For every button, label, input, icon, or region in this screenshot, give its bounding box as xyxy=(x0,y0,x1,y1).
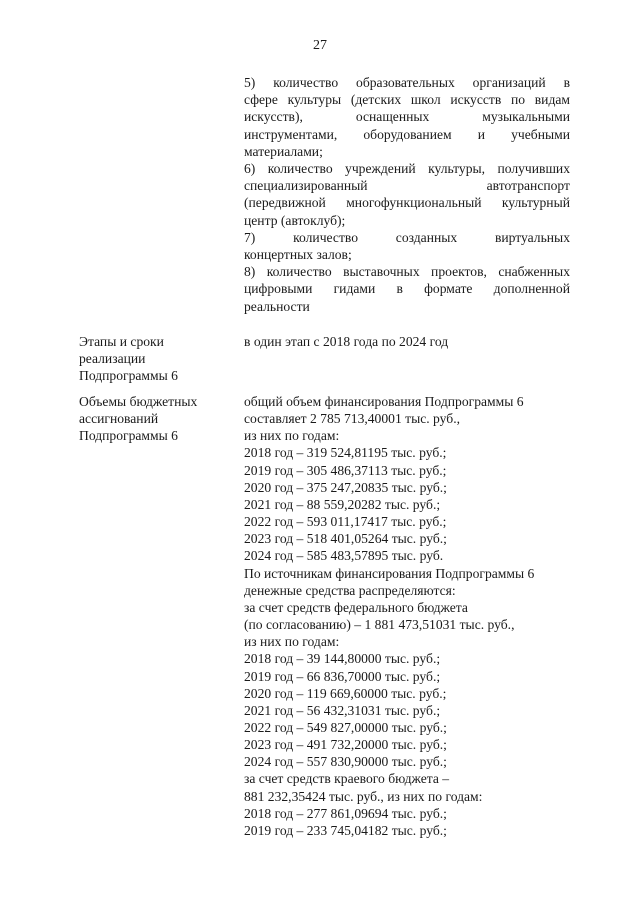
text-line: искусств), оснащенных музыкальными xyxy=(244,109,570,125)
text-line: 8) количество выставочных проектов, снабженных xyxy=(244,264,570,280)
text-line: центр (автоклуб); xyxy=(244,212,346,228)
indicator-item-7 xyxy=(244,229,570,263)
budget-line: за счет средств краевого бюджета – xyxy=(244,771,450,787)
budget-line: из них по годам: xyxy=(244,428,340,444)
indicator-item-8 xyxy=(244,263,570,315)
text-line: 6) количество учреждений культуры, получивших xyxy=(244,161,570,177)
label-line: Объемы бюджетных xyxy=(79,394,198,409)
text-line: 5) количество образовательных организаций в xyxy=(244,75,570,90)
stages-value xyxy=(244,333,570,350)
budget-value xyxy=(244,393,570,839)
budget-line: 2023 год – 518 401,05264 тыс. руб.; xyxy=(244,531,447,547)
budget-line: 2018 год – 39 144,80000 тыс. руб.; xyxy=(244,651,441,667)
text-line: (передвижной многофункциональный культурный xyxy=(244,195,570,211)
label-line: Подпрограммы 6 xyxy=(79,368,178,384)
page-number: 27 xyxy=(313,38,327,53)
budget-line: 2024 год – 557 830,90000 тыс. руб.; xyxy=(244,754,447,770)
label-line: ассигнований xyxy=(79,411,159,427)
text-line: инструментами, оборудованием и учебными xyxy=(244,126,570,142)
label-line: реализации xyxy=(79,351,146,367)
budget-line: По источникам финансирования Подпрограммы 6 xyxy=(244,565,535,581)
indicator-item-6 xyxy=(244,160,570,229)
text-line: сфере культуры (детских школ искусств по видам xyxy=(244,92,570,108)
budget-line: 2021 год – 56 432,31031 тыс. руб.; xyxy=(244,702,441,718)
text-line: концертных залов; xyxy=(244,247,352,263)
text-line: цифровыми гидами в формате дополненной xyxy=(244,281,570,297)
budget-line: 2023 год – 491 732,20000 тыс. руб.; xyxy=(244,737,447,753)
budget-line: 2018 год – 277 861,09694 тыс. руб.; xyxy=(244,805,447,821)
budget-line: 2021 год – 88 559,20282 тыс. руб.; xyxy=(244,496,441,512)
budget-line: 2020 год – 119 669,60000 тыс. руб.; xyxy=(244,685,447,701)
label-line: Подпрограммы 6 xyxy=(79,428,178,444)
text-line: специализированный автотранспорт xyxy=(244,178,570,194)
budget-line: денежные средства распределяются: xyxy=(244,582,456,598)
budget-line: составляет 2 785 713,40001 тыс. руб., xyxy=(244,411,460,427)
budget-line: 2019 год – 66 836,70000 тыс. руб.; xyxy=(244,668,441,684)
budget-line: 2024 год – 585 483,57895 тыс. руб. xyxy=(244,548,444,564)
budget-line: общий объем финансирования Подпрограммы 6 xyxy=(244,394,524,409)
budget-line: 2019 год – 305 486,37113 тыс. руб.; xyxy=(244,462,447,478)
budget-label xyxy=(79,393,229,445)
stages-label xyxy=(79,333,229,385)
budget-line: из них по годам: xyxy=(244,634,340,650)
budget-line: 2019 год – 233 745,04182 тыс. руб.; xyxy=(244,822,447,838)
budget-line: (по согласованию) – 1 881 473,51031 тыс. руб., xyxy=(244,617,515,633)
indicators-continued xyxy=(244,74,570,315)
text-line: 7) количество созданных виртуальных xyxy=(244,229,570,245)
value-line: в один этап с 2018 года по 2024 год xyxy=(244,334,449,349)
text-line: реальности xyxy=(244,298,310,314)
budget-line: 2018 год – 319 524,81195 тыс. руб.; xyxy=(244,445,447,461)
budget-line: 881 232,35424 тыс. руб., из них по годам: xyxy=(244,788,483,804)
budget-line: 2022 год – 593 011,17417 тыс. руб.; xyxy=(244,514,447,530)
label-line: Этапы и сроки xyxy=(79,334,164,349)
text-line: материалами; xyxy=(244,143,323,159)
budget-line: 2020 год – 375 247,20835 тыс. руб.; xyxy=(244,479,447,495)
budget-line: 2022 год – 549 827,00000 тыс. руб.; xyxy=(244,719,447,735)
indicator-item-5 xyxy=(244,74,570,160)
budget-line: за счет средств федерального бюджета xyxy=(244,599,468,615)
